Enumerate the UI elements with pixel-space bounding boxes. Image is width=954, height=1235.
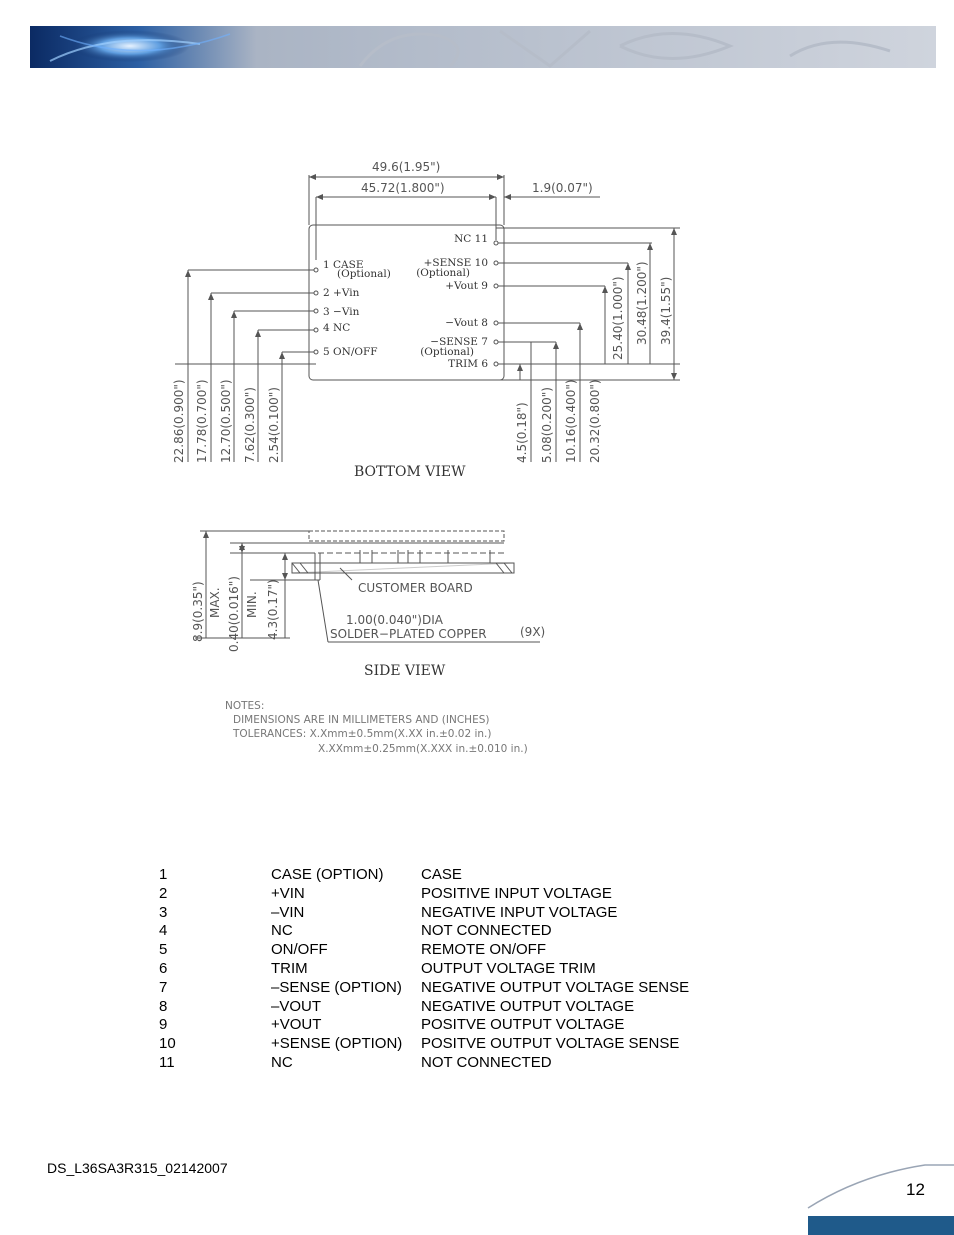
table-row (159, 1035, 689, 1054)
pin-function: POSITVE OUTPUT VOLTAGE (421, 1016, 625, 1034)
pin-offset-dim: 1.9(0.07") (532, 181, 593, 195)
left-dim-5: 2.54(0.100") (267, 387, 281, 463)
pin-label-10-sub: (Optional) (416, 267, 470, 279)
table-row (159, 922, 689, 941)
right-side-dim-1: 25.40(1.000") (611, 276, 625, 360)
pin-name: NC (271, 922, 293, 940)
pin-label-5: 5 ON/OFF (323, 346, 378, 358)
pin-function: NEGATIVE OUTPUT VOLTAGE SENSE (421, 978, 690, 996)
right-bottom-dim-4: 20.32(0.800") (588, 379, 602, 463)
right-bottom-dim-1: 4.5(0.18") (515, 402, 529, 463)
pin-number: 8 (159, 997, 168, 1015)
side-dim-2: 0.40(0.016") (227, 576, 241, 652)
pin-function: POSITIVE INPUT VOLTAGE (421, 884, 612, 902)
table-row (159, 904, 689, 923)
pin-name: +VIN (271, 884, 305, 902)
left-dim-2: 17.78(0.700") (195, 379, 209, 463)
notes-line-1: DIMENSIONS ARE IN MILLIMETERS AND (INCHES) (233, 714, 490, 726)
pin-label-10: +SENSE 10 (423, 257, 488, 269)
pin-number: 3 (159, 903, 168, 921)
pin-function-table (159, 866, 689, 1073)
pin-function: OUTPUT VOLTAGE TRIM (421, 959, 596, 977)
pin-number: 9 (159, 1016, 168, 1034)
side-dim-1-sub: MAX. (208, 587, 222, 618)
side-dim-1: 8.9(0.35") (191, 581, 205, 642)
pin-name: +VOUT (271, 1016, 322, 1034)
table-row (159, 998, 689, 1017)
pin-material-label: SOLDER−PLATED COPPER (330, 627, 487, 641)
table-row (159, 960, 689, 979)
pin-name: –VOUT (271, 997, 322, 1015)
left-dim-1: 22.86(0.900") (172, 379, 186, 463)
right-side-dim-3: 39.4(1.55") (659, 276, 673, 345)
pin-label-7-sub: (Optional) (420, 346, 474, 358)
pin-number: 11 (159, 1053, 175, 1071)
right-bottom-dim-3: 10.16(0.400") (564, 379, 578, 463)
pin-count-label: (9X) (520, 625, 546, 639)
pin-label-9: +Vout 9 (445, 280, 488, 292)
pin-label-1: 1 CASE (323, 259, 364, 271)
footer-decoration (800, 1160, 954, 1235)
side-dim-3: 4.3(0.17") (266, 579, 280, 640)
notes-heading: NOTES: (225, 700, 265, 712)
pin-number: 5 (159, 941, 168, 959)
overall-width-dim: 49.6(1.95") (372, 160, 441, 174)
right-bottom-dim-2: 5.08(0.200") (540, 387, 554, 463)
pin-name: –SENSE (OPTION) (271, 978, 402, 996)
pin-label-2: 2 +Vin (323, 287, 360, 299)
pin-function: NEGATIVE INPUT VOLTAGE (421, 903, 618, 921)
pin-name: TRIM (271, 959, 308, 977)
pin-function: CASE (421, 866, 462, 883)
left-dim-3: 12.70(0.500") (219, 379, 233, 463)
notes-line-2: TOLERANCES: X.Xmm±0.5mm(X.XX in.±0.02 in.) (233, 728, 492, 740)
pin-name: CASE (OPTION) (271, 866, 384, 883)
table-row (159, 885, 689, 904)
pin-function: NOT CONNECTED (421, 1053, 552, 1071)
table-row (159, 941, 689, 960)
table-row (159, 979, 689, 998)
table-row (159, 1054, 689, 1073)
pin-name: +SENSE (OPTION) (271, 1035, 403, 1053)
pin-label-8: −Vout 8 (445, 317, 488, 329)
pin-label-1-sub: (Optional) (337, 268, 391, 280)
notes-line-3: X.XXmm±0.25mm(X.XXX in.±0.010 in.) (318, 743, 528, 755)
pin-label-4: 4 NC (323, 322, 351, 334)
pin-name: –VIN (271, 903, 305, 921)
pin-diameter-label: 1.00(0.040")DIA (346, 613, 443, 627)
pin-label-3: 3 −Vin (323, 306, 360, 318)
customer-board-label: CUSTOMER BOARD (358, 581, 473, 595)
pin-number: 10 (159, 1035, 176, 1053)
pin-label-7: −SENSE 7 (430, 336, 488, 348)
pin-number: 2 (159, 884, 168, 902)
pin-number: 1 (159, 866, 168, 883)
pin-function: NEGATIVE OUTPUT VOLTAGE (421, 997, 635, 1015)
pin-label-11: NC 11 (454, 233, 488, 245)
pin-number: 7 (159, 978, 168, 996)
pin-function: REMOTE ON/OFF (421, 941, 546, 959)
pin-span-dim: 45.72(1.800") (361, 181, 445, 195)
side-dim-2-sub: MIN. (245, 591, 259, 618)
pin-label-6: TRIM 6 (448, 358, 488, 370)
bottom-view-title: BOTTOM VIEW (354, 464, 466, 480)
pin-function: NOT CONNECTED (421, 922, 552, 940)
right-side-dim-2: 30.48(1.200") (635, 261, 649, 345)
pin-number: 6 (159, 959, 168, 977)
pin-function: POSITVE OUTPUT VOLTAGE SENSE (421, 1035, 680, 1053)
pin-number: 4 (159, 922, 168, 940)
table-row (159, 866, 689, 885)
left-dim-4: 7.62(0.300") (243, 387, 257, 463)
pin-name: NC (271, 1053, 293, 1071)
pin-name: ON/OFF (271, 941, 328, 959)
table-row (159, 1016, 689, 1035)
side-view-title: SIDE VIEW (364, 663, 446, 679)
document-id: DS_L36SA3R315_02142007 (47, 1160, 228, 1176)
page-number: 12 (906, 1180, 925, 1199)
